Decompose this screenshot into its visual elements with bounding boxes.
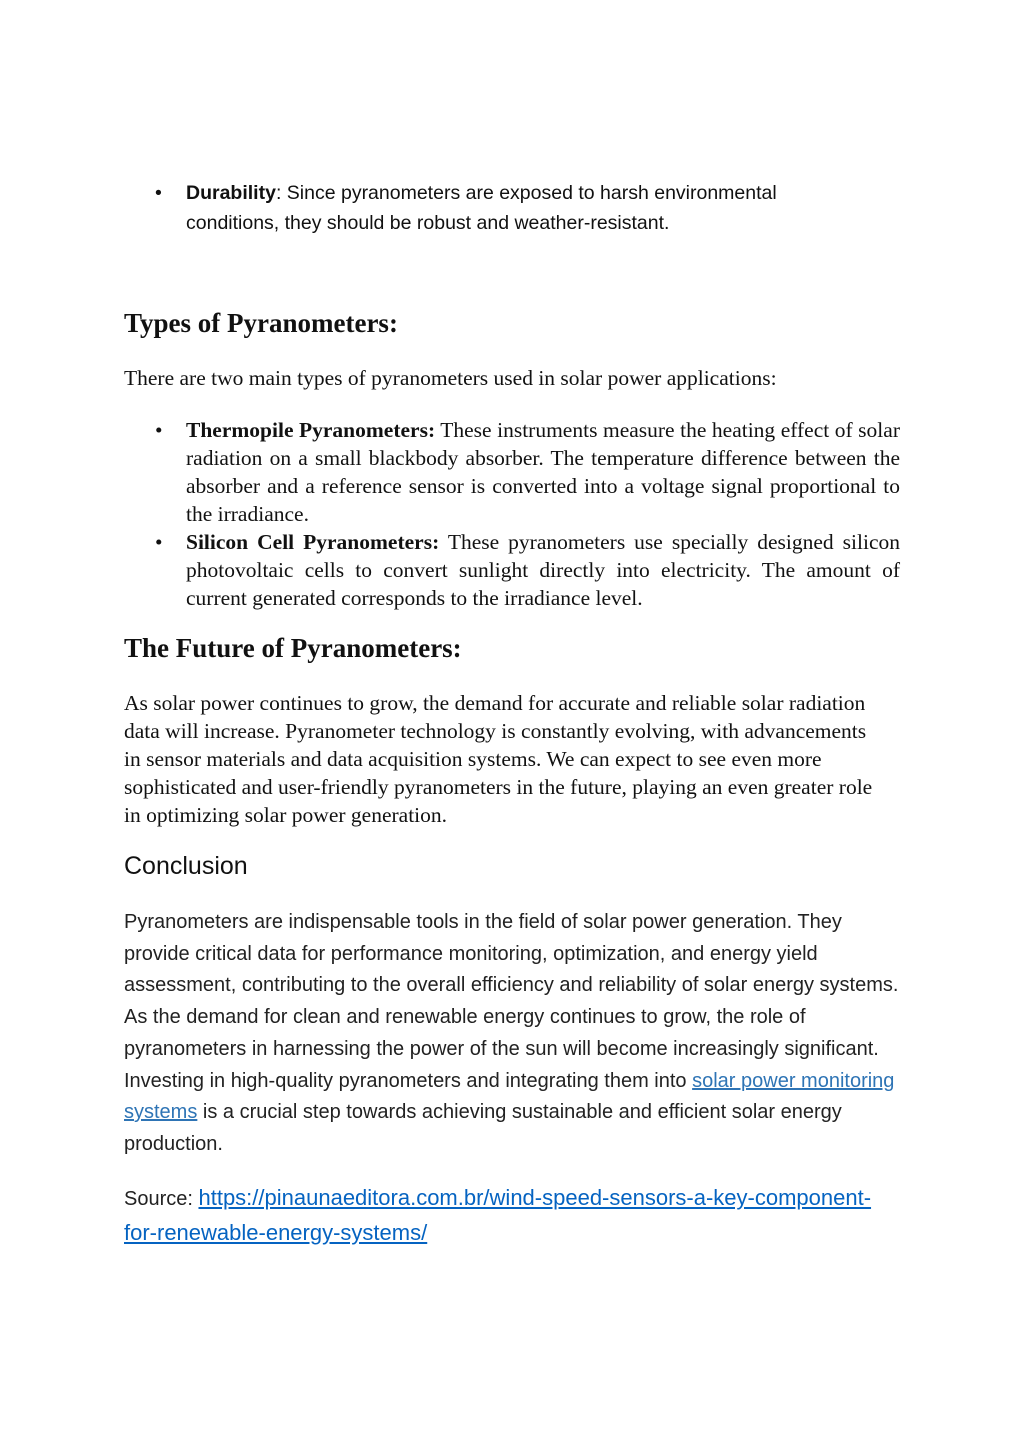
conclusion-text-before: Pyranometers are indispensable tools in the field of solar power generation. They provide critical data for performance monitoring, optimization, and energy yield assessment, contributing to the overall efficiency and reliability of solar energy systems. As the demand for clean and renewable energy continues to grow, the role of pyranometers in harnessing the power of the sun will become increasingly significant. Investing in high-quality pyranometers and integrating them into <box>124 911 899 1092</box>
conclusion-text-after: is a crucial step towards achieving sustainable and efficient solar energy production. <box>124 1101 842 1155</box>
types-intro: There are two main types of pyranometers used in solar power applications: <box>124 366 777 390</box>
list-item <box>124 528 900 612</box>
bullet-icon: • <box>155 418 163 442</box>
source-line <box>124 1182 884 1252</box>
silicon-cell-term: Silicon Cell Pyranometers: <box>186 530 440 554</box>
durability-text: : Since pyranometers are exposed to harsh environmental conditions, they should be robust and weather-resistant. <box>186 182 777 234</box>
bullet-icon: • <box>155 530 163 554</box>
types-list <box>124 416 900 612</box>
conclusion-paragraph <box>124 907 904 1161</box>
source-link[interactable]: https://pinaunaeditora.com.br/wind-speed-sensors-a-key-component-for-renewable-energy-systems/ <box>124 1185 872 1245</box>
conclusion-heading: Conclusion <box>124 852 248 880</box>
list-item <box>124 178 864 238</box>
solar-monitoring-link[interactable]: solar power monitoring systems <box>124 1069 895 1124</box>
durability-list <box>124 178 864 238</box>
durability-term: Durability <box>186 182 276 204</box>
future-paragraph: As solar power continues to grow, the demand for accurate and reliable solar radiation data will increase. Pyranometer technology is constantly evolving, with advancements in sensor materials and data acquisition systems. We can expect to see even more sophisticated and user-friendly pyranometers in the future, playing an even greater role in optimizing solar power generation. <box>124 691 873 827</box>
bullet-icon: • <box>155 182 162 204</box>
future-heading: The Future of Pyranometers: <box>124 633 462 663</box>
silicon-cell-text: These pyranometers use specially designed silicon photovoltaic cells to convert sunlight directly into electricity. The amount of current generated corresponds to the irradiance level. <box>186 530 900 610</box>
thermopile-text: These instruments measure the heating effect of solar radiation on a small blackbody absorber. The temperature difference between the absorber and a reference sensor is converted into a voltage signal proportional to the irradiance. <box>186 418 900 526</box>
types-heading: Types of Pyranometers: <box>124 308 398 338</box>
thermopile-term: Thermopile Pyranometers: <box>186 418 436 442</box>
list-item <box>124 416 900 528</box>
source-label: Source: <box>124 1188 199 1210</box>
